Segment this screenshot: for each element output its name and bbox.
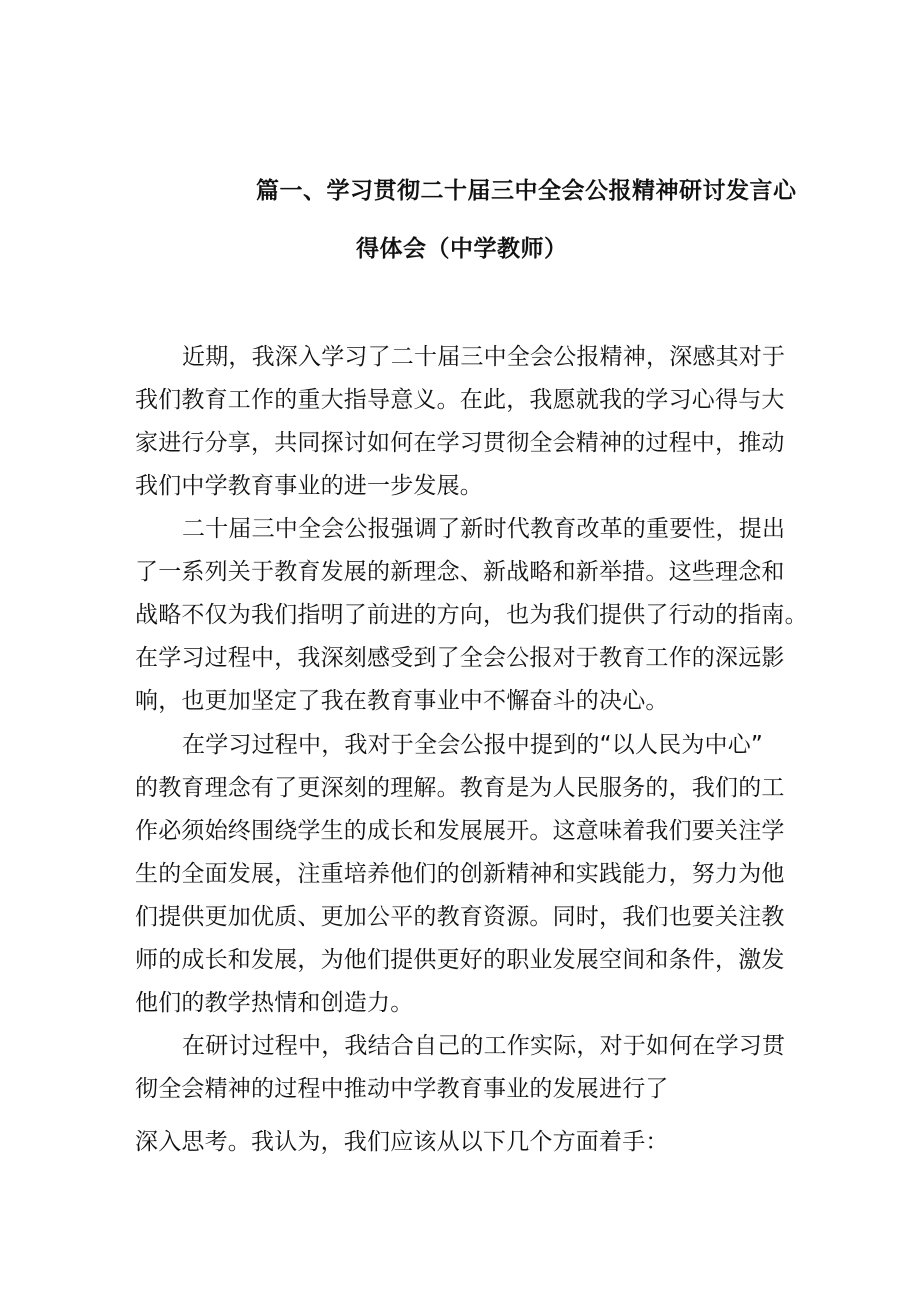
text-line: 在学习过程中，我深刻感受到了全会公报对于教育工作的深远影 [135, 645, 785, 671]
text-line: 家进行分享，共同探讨如何在学习贯彻全会精神的过程中，推动 [135, 430, 785, 456]
text-line: 二十届三中全会公报强调了新时代教育改革的重要性，提出 [182, 516, 786, 542]
text-line: 战略不仅为我们指明了前进的方向，也为我们提供了行动的指南。 [135, 602, 808, 628]
text-line: 们提供更加优质、更加公平的教育资源。同时，我们也要关注教 [135, 904, 785, 930]
text-line: 深入思考。我认为，我们应该从以下几个方面着手： [135, 1129, 669, 1155]
text-line: 彻全会精神的过程中推动中学教育事业的发展进行了 [135, 1076, 669, 1102]
text-line: 我们教育工作的重大指导意义。在此，我愿就我的学习心得与大 [135, 387, 785, 413]
text-line: 我们中学教育事业的进一步发展。 [135, 473, 483, 499]
text-line: 响，也更加坚定了我在教育事业中不懈奋斗的决心。 [135, 688, 669, 714]
text-line: 了一系列关于教育发展的新理念、新战略和新举措。这些理念和 [135, 559, 785, 585]
text-line: 生的全面发展，注重培养他们的创新精神和实践能力，努力为他 [135, 861, 785, 887]
document-title-line-1: 篇一、学习贯彻二十届三中全会公报精神研讨发言心 [256, 178, 797, 204]
text-line: 在学习过程中，我对于全会公报中提到的“以人民为中心” [182, 732, 764, 758]
text-line: 近期，我深入学习了二十届三中全会公报精神，深感其对于 [182, 344, 786, 370]
document-title-line-2: 得体会（中学教师） [356, 236, 568, 262]
text-line: 师的成长和发展，为他们提供更好的职业发展空间和条件，激发 [135, 947, 785, 973]
text-line: 的教育理念有了更深刻的理解。教育是为人民服务的，我们的工 [135, 775, 785, 801]
text-line: 他们的教学热情和创造力。 [135, 990, 414, 1016]
text-line: 在研讨过程中，我结合自己的工作实际，对于如何在学习贯 [182, 1033, 786, 1059]
text-line: 作必须始终围绕学生的成长和发展展开。这意味着我们要关注学 [135, 818, 785, 844]
